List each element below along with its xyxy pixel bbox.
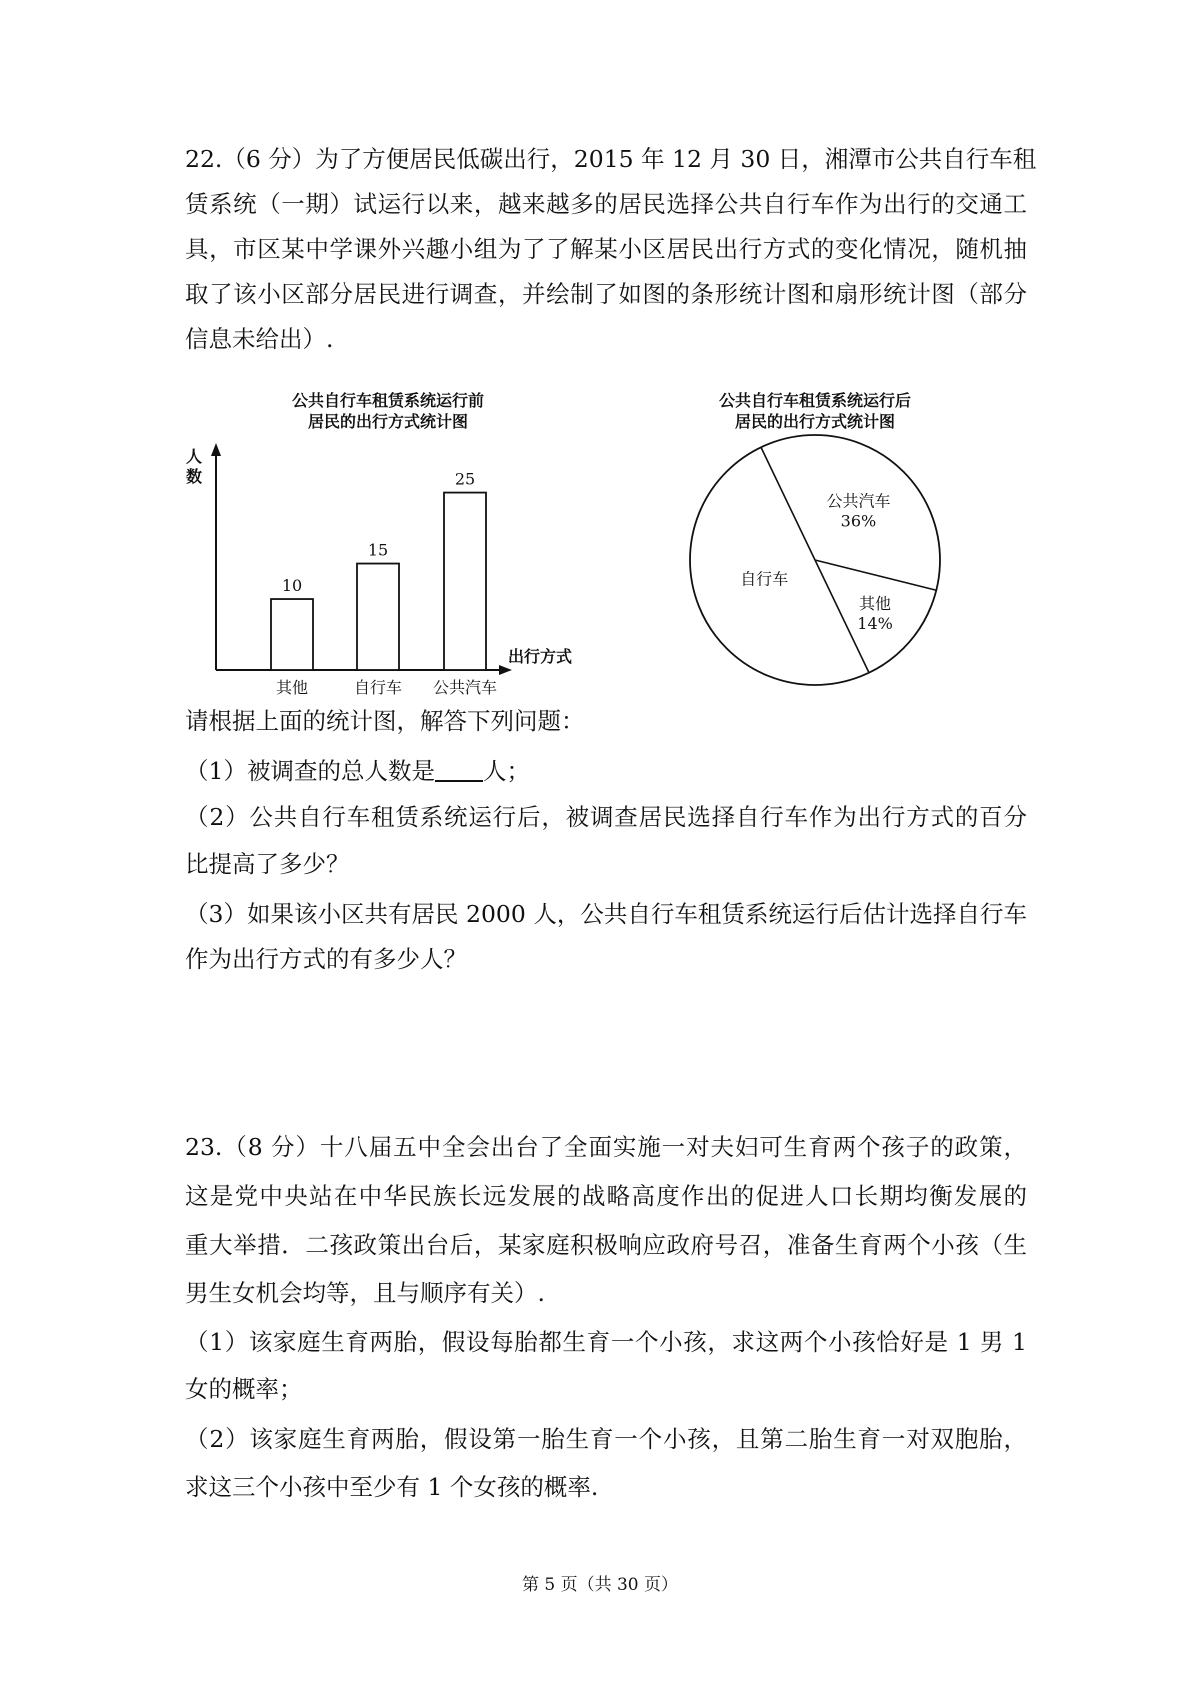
answer-blank[interactable] bbox=[435, 758, 483, 782]
x-tick-label-2: 自行车 bbox=[353, 678, 403, 697]
q23-line-2: 这是党中央站在中华民族长远发展的战略高度作出的促进人口长期均衡发展的 bbox=[185, 1182, 1027, 1210]
pie-value-label-2: 14% bbox=[857, 613, 893, 633]
page-footer: 第 5 页（共 30 页） bbox=[521, 1575, 679, 1595]
bar-chart bbox=[186, 391, 572, 697]
pie-chart bbox=[690, 391, 940, 685]
pie-chart-title-2: 居民的出行方式统计图 bbox=[734, 412, 896, 431]
figures bbox=[0, 0, 1200, 720]
q23-sub2-line-2: 求这三个小孩中至少有 1 个女孩的概率. bbox=[185, 1473, 599, 1501]
q23-line-1: 23.（8 分）十八届五中全会出台了全面实施一对夫妇可生育两个孩子的政策， bbox=[185, 1133, 1027, 1161]
q23-sub1-line-1: （1）该家庭生育两胎，假设每胎都生育一个小孩，求这两个小孩恰好是 1 男 1 bbox=[185, 1328, 1027, 1356]
y-axis-label-1: 人 bbox=[186, 447, 203, 466]
q22-line-1: 22.（6 分）为了方便居民低碳出行，2015 年 12 月 30 日，湘潭市公共自行车租 bbox=[185, 145, 1037, 173]
q23-line-3: 重大举措．二孩政策出台后，某家庭积极响应政府号召，准备生育两个小孩（生 bbox=[185, 1231, 1027, 1259]
q22-sub3-line-1: （3）如果该小区共有居民 2000 人，公共自行车租赁系统运行后估计选择自行车 bbox=[185, 900, 1027, 928]
q22-prompt: 请根据上面的统计图，解答下列问题： bbox=[185, 707, 585, 735]
q22-sub1-suffix: 人； bbox=[482, 757, 530, 785]
pie-label-3: 自行车 bbox=[740, 569, 789, 589]
y-axis-label-2: 数 bbox=[186, 467, 203, 486]
bar-chart-title-2: 居民的出行方式统计图 bbox=[307, 412, 469, 431]
q22-line-2: 赁系统（一期）试运行以来，越来越多的居民选择公共自行车作为出行的交通工 bbox=[185, 190, 1027, 218]
q22-sub1 bbox=[185, 758, 530, 784]
q22-sub2-line-2: 比提高了多少？ bbox=[185, 850, 350, 878]
q22-line-5: 信息未给出）. bbox=[185, 325, 334, 353]
q22-sub3-line-2: 作为出行方式的有多少人？ bbox=[185, 945, 467, 973]
bar-chart-title-1: 公共自行车租赁系统运行前 bbox=[291, 391, 485, 410]
pie-label-2: 其他 bbox=[859, 593, 892, 613]
bar-value-label-3: 25 bbox=[454, 469, 476, 489]
x-axis-label: 出行方式 bbox=[508, 647, 573, 666]
pie-label-1: 公共汽车 bbox=[826, 491, 891, 511]
x-axis-arrow bbox=[499, 665, 512, 675]
bars bbox=[271, 470, 497, 697]
q23-sub1-line-2: 女的概率； bbox=[185, 1375, 303, 1403]
q22-line-3: 具，市区某中学课外兴趣小组为了了解某小区居民出行方式的变化情况，随机抽 bbox=[185, 235, 1027, 263]
bar-3 bbox=[444, 493, 486, 670]
q23-line-4: 男生女机会均等，且与顺序有关）. bbox=[185, 1279, 545, 1307]
q23-sub2-line-1: （2）该家庭生育两胎，假设第一胎生育一个小孩，且第二胎生育一对双胞胎， bbox=[185, 1425, 1027, 1453]
bar-2 bbox=[357, 564, 399, 670]
x-tick-label-3: 公共汽车 bbox=[432, 678, 498, 697]
q22-sub2-line-1: （2）公共自行车租赁系统运行后，被调查居民选择自行车作为出行方式的百分 bbox=[185, 803, 1027, 831]
q22-line-4: 取了该小区部分居民进行调查，并绘制了如图的条形统计图和扇形统计图（部分 bbox=[185, 280, 1027, 308]
bar-value-label-1: 10 bbox=[281, 576, 303, 596]
pie-slices bbox=[690, 435, 940, 685]
pie-chart-title-1: 公共自行车租赁系统运行后 bbox=[718, 391, 912, 410]
q22-sub1-text: （1）被调查的总人数是 bbox=[185, 757, 435, 785]
bar-1 bbox=[271, 599, 313, 670]
x-tick-label-1: 其他 bbox=[275, 678, 309, 697]
pie-value-label-1: 36% bbox=[840, 511, 877, 531]
bar-value-label-2: 15 bbox=[367, 540, 389, 560]
y-axis-arrow bbox=[211, 443, 221, 456]
